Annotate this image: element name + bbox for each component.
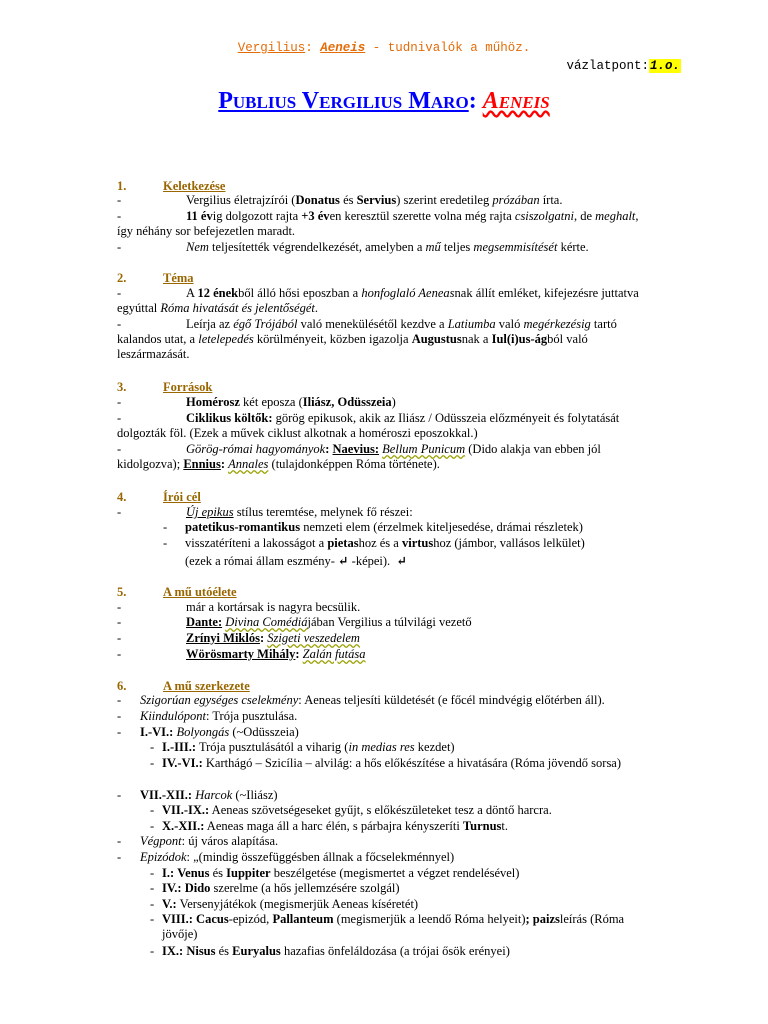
bullet: -	[117, 442, 122, 456]
section-number: 5.	[117, 585, 127, 599]
sub-item-text: X.-XII.: Aeneas maga áll a harc élén, s párbajra kényszeríti Turnust.	[162, 819, 508, 833]
item-text: VII.-XII.: Harcok (~Iliász)	[140, 788, 278, 802]
sub-item-text: patetikus-romantikus nemzeti elem (érzelmek kiteljesedése, drámai részletek)	[185, 520, 583, 534]
title-colon: :	[468, 88, 477, 114]
header-author: Vergilius	[237, 41, 306, 55]
bullet: -	[117, 788, 122, 802]
sub-bullet: -	[150, 944, 155, 958]
section-title: A mű utóélete	[163, 585, 237, 599]
item-text: Vergilius életrajzírói (Donatus és Servius) szerint eredetileg prózában írta.	[186, 193, 563, 207]
item-text: Wörösmarty Mihály: Zalán futása	[186, 647, 366, 661]
section-title: A mű szerkezete	[163, 679, 250, 693]
item-text: már a kortársak is nagyra becsülik.	[186, 600, 361, 614]
header-rest: - tudnivalók a műhöz.	[365, 41, 531, 55]
item-text: Leírja az égő Trójából való menekülésétől kezdve a Latiumba való megérkezésig tartó kalandos utat, a letelepedés körülményeit, közben igazolja Augustusnak a Iul(i)us-ágból való leszármazását.	[117, 317, 617, 362]
section-title: Téma	[163, 271, 194, 285]
section-number: 1.	[117, 179, 127, 193]
item-text: Kiindulópont: Trója pusztulása.	[140, 709, 298, 723]
bullet: -	[117, 615, 122, 629]
item-text: Szigorúan egységes cselekmény: Aeneas teljesíti küldetését (e főcél mindvégig előtérben áll).	[140, 693, 605, 707]
section-number: 2.	[117, 271, 127, 285]
header-work: Aeneis	[320, 41, 366, 55]
bullet: -	[117, 725, 122, 739]
bullet: -	[117, 411, 122, 425]
item-text: I.-VI.: Bolyongás (~Odüsszeia)	[140, 725, 299, 739]
title-work: Aeneis	[482, 88, 550, 114]
bullet: -	[117, 693, 122, 707]
item-text: Végpont: új város alapítása.	[140, 834, 279, 848]
sub-item-continuation: (ezek a római állam eszmény- ↵ -képei). ↵	[185, 554, 407, 568]
bullet: -	[117, 240, 122, 254]
section-title: Források	[163, 380, 213, 394]
section-title: Keletkezése	[163, 179, 226, 193]
sub-item-text: V.: Versenyjátékok (megismerjük Aeneas kíséretét)	[162, 897, 419, 911]
bullet: -	[117, 505, 122, 519]
sub-bullet: -	[150, 740, 155, 754]
item-text: Görög-római hagyományok: Naevius: Bellum Punicum (Dido alakja van ebben jól kidolgozva); Ennius: Annales (tulajdonképpen Róma története).	[117, 442, 601, 472]
section-number: 3.	[117, 380, 127, 394]
bullet: -	[117, 395, 122, 409]
sub-bullet: -	[150, 881, 155, 895]
sub-bullet: -	[150, 897, 155, 911]
sub-item-text: visszatéríteni a lakosságot a pietashoz és a virtushoz (jámbor, vallásos lelkület)	[185, 536, 585, 550]
bullet: -	[117, 317, 122, 331]
sub-bullet: -	[163, 536, 168, 550]
section-number: 6.	[117, 679, 127, 693]
return-glyph: ↵	[396, 554, 407, 568]
outline-value: 1.o.	[649, 59, 680, 73]
item-text: A 12 énekből álló hősi eposzban a honfoglaló Aeneasnak állít emléket, kifejezésre juttatva egyúttal Róma hivatását és jelentőségét.	[117, 286, 639, 316]
header-sep: :	[305, 41, 321, 55]
bullet: -	[117, 850, 122, 864]
bullet: -	[117, 631, 122, 645]
outline-label: vázlatpont:	[566, 59, 649, 73]
sub-item-text: I.: Venus és Iuppiter beszélgetése (megismertet a végzet rendelésével)	[162, 866, 520, 880]
item-text: Ciklikus költők: görög epikusok, akik az Iliász / Odüsszeia előzményeit és folytatását dolgozták föl. (Ezek a művek ciklust alkotnak a homéroszi eposzokkal.)	[117, 411, 620, 441]
item-text: Epizódok: „(mindig összefüggésben állnak a főcselekménnyel)	[140, 850, 455, 864]
sub-item-text: IX.: Nisus és Euryalus hazafias önfeláldozása (a trójai ősök erényei)	[162, 944, 510, 958]
sub-bullet: -	[150, 866, 155, 880]
title-name: Publius Vergilius Maro	[218, 88, 469, 114]
outline-point	[566, 59, 681, 73]
sub-item-text: IV.-VI.: Karthágó – Szicília – alvilág: a hős előkészítése a hivatására (Róma jövendő sorsa)	[162, 756, 622, 770]
sub-bullet: -	[150, 803, 155, 817]
sub-item-text: VII.-IX.: Aeneas szövetségeseket gyűjt, s előkészületeket tesz a döntő harcra.	[162, 803, 552, 817]
sub-bullet: -	[150, 819, 155, 833]
bullet: -	[117, 209, 122, 223]
sub-bullet: -	[163, 520, 168, 534]
item-text: 11 évig dolgozott rajta +3 éven keresztül szerette volna még rajta csiszolgatni, de meghalt, így néhány sor befejezetlen maradt.	[117, 209, 639, 239]
sub-bullet: -	[150, 756, 155, 770]
page-title	[0, 88, 768, 115]
section-number: 4.	[117, 490, 127, 504]
bullet: -	[117, 834, 122, 848]
section-title: Írói cél	[163, 490, 201, 504]
item-text: Dante: Divina Comédiájában Vergilius a túlvilági vezető	[186, 615, 472, 629]
document-header	[0, 41, 768, 55]
t1a: Vergilius életrajzírói (	[186, 193, 296, 207]
return-glyph: ↵	[338, 554, 349, 568]
bullet: -	[117, 193, 122, 207]
bullet: -	[117, 647, 122, 661]
item-text: Homérosz két eposza (Iliász, Odüsszeia)	[186, 395, 396, 409]
bullet: -	[117, 709, 122, 723]
item-text: Új epikus stílus teremtése, melynek fő részei:	[186, 505, 413, 519]
sub-item-text: IV.: Dido szerelme (a hős jellemzésére szolgál)	[162, 881, 400, 895]
bullet: -	[117, 600, 122, 614]
bullet: -	[117, 286, 122, 300]
item-text: Nem teljesítették végrendelkezését, amelyben a mű teljes megsemmisítését kérte.	[186, 240, 589, 254]
sub-item-text: VIII.: Cacus-epizód, Pallanteum (megismerjük a leendő Róma helyeit); paizsleírás (Róma jövője)	[162, 912, 625, 942]
sub-item-text: I.-III.: Trója pusztulásától a viharig (in medias res kezdet)	[162, 740, 455, 754]
item-text: Zrínyi Miklós: Szigeti veszedelem	[186, 631, 360, 645]
sub-bullet: -	[150, 912, 155, 926]
